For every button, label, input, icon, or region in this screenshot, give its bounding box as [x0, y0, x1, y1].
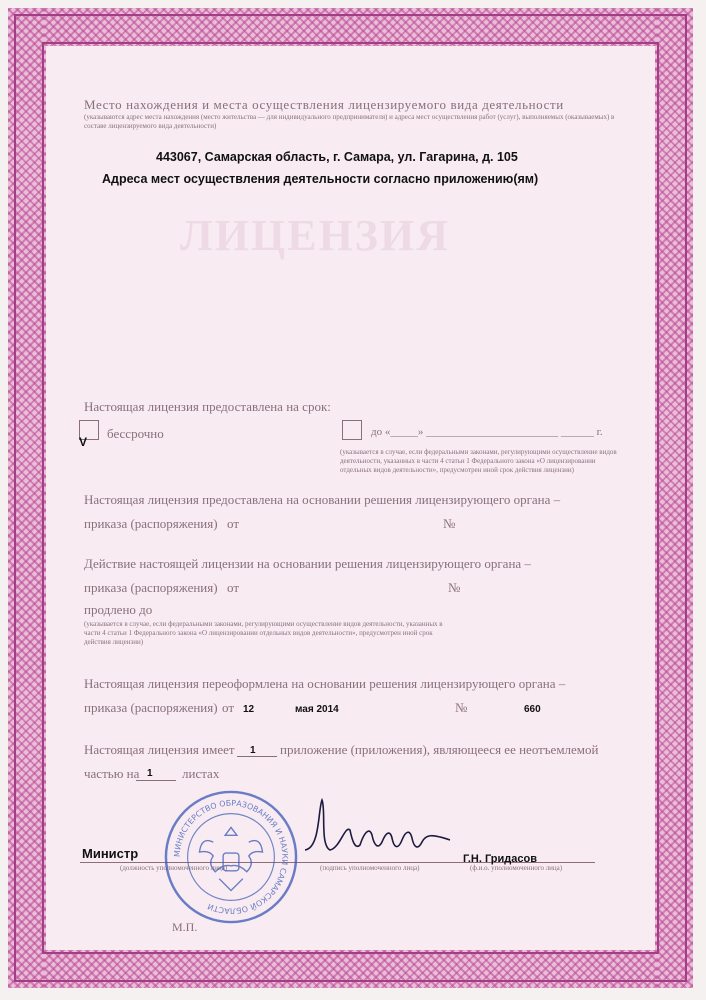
seal-text: МИНИСТЕРСТВО ОБРАЗОВАНИЯ И НАУКИ САМАРСКОЙ ОБЛАСТИ — [172, 798, 290, 916]
appendix-text-1: Настоящая лицензия имеет — [84, 742, 235, 757]
location-note: (указываются адрес места нахождения (место жительства — для индивидуального предпринимателя) и адреса мест осуществления работ (услуг), выполняемых (оказываемых) в составе лицензируемого вида деятельности) — [84, 113, 615, 130]
signature-icon — [300, 790, 460, 870]
appendix-text-3: частью на — [84, 766, 140, 781]
extended-note: (указывается в случае, если федеральными законами, регулирующими осуществление видов деятельности, указанных в части 4 статьи 1 Федерального закона «О лицензировании отдельных видов деятельности», предусмотрен иной срок действия лицензии) — [84, 620, 443, 646]
until-label: до «_____» ________________________ ______ г. — [371, 426, 603, 438]
reissue-from-label: от — [222, 700, 235, 715]
official-seal-icon — [162, 788, 300, 926]
svg-text:МИНИСТЕРСТВО ОБРАЗОВАНИЯ И НАУ — [173, 799, 290, 916]
granted-basis: Настоящая лицензия предоставлена на основании решения лицензирующего органа – — [84, 492, 561, 507]
stamp-place-label: М.П. — [172, 920, 198, 934]
granted-from-label: от — [227, 516, 240, 531]
term-label: Настоящая лицензия предоставлена на срок: — [84, 399, 331, 414]
background-watermark: ЛИЦЕНЗИЯ — [180, 211, 451, 260]
indefinite-label: бессрочно — [107, 426, 164, 441]
address-note: Адреса мест осуществления деятельности согласно приложению(ям) — [102, 172, 539, 186]
extended-until: продлено до — [84, 602, 153, 617]
appendix-text-2: приложение (приложения), являющееся ее неотъемлемой — [280, 742, 599, 757]
reissue-day: 12 — [243, 704, 255, 715]
signatory-name: Г.Н. Гридасов — [463, 853, 537, 865]
until-checkbox — [342, 420, 362, 440]
until-note: (указывается в случае, если федеральными законами, регулирующими осуществление видов деятельности, указанных в части 4 статьи 1 Федерального закона «О лицензировании отдельных видов деятельности», предусмотрен иной срок действия лицензии) — [340, 448, 617, 474]
location-header: Место нахождения и места осуществления лицензируемого вида деятельности — [84, 97, 564, 112]
sheets-label: листах — [182, 766, 220, 781]
checkbox-mark: V — [79, 435, 88, 449]
address: 443067, Самарская область, г. Самара, ул. Гагарина, д. 105 — [156, 150, 518, 164]
appendix-count: 1 — [250, 745, 256, 756]
position: Министр — [82, 846, 139, 861]
extension-from-label: от — [227, 580, 240, 595]
appendix-count-line — [237, 756, 277, 757]
reissued-basis: Настоящая лицензия переоформлена на основании решения лицензирующего органа – — [84, 676, 566, 691]
extension-basis: Действие настоящей лицензии на основании решения лицензирующего органа – — [84, 556, 531, 571]
reissue-number: 660 — [524, 704, 541, 715]
sheets-count-line — [136, 780, 176, 781]
reissue-order-label: приказа (распоряжения) — [84, 700, 218, 715]
granted-order-label: приказа (распоряжения) — [84, 516, 218, 531]
granted-number-label: № — [443, 516, 456, 531]
signature-note: (подпись уполномоченного лица) — [320, 864, 420, 872]
reissue-number-label: № — [455, 700, 468, 715]
sheets-count: 1 — [147, 768, 153, 779]
extension-order-label: приказа (распоряжения) — [84, 580, 218, 595]
name-note: (ф.и.о. уполномоченного лица) — [470, 864, 563, 872]
extension-number-label: № — [448, 580, 461, 595]
reissue-month-year: мая 2014 — [295, 704, 339, 715]
position-note: (должность уполномоченного лица) — [120, 864, 228, 872]
